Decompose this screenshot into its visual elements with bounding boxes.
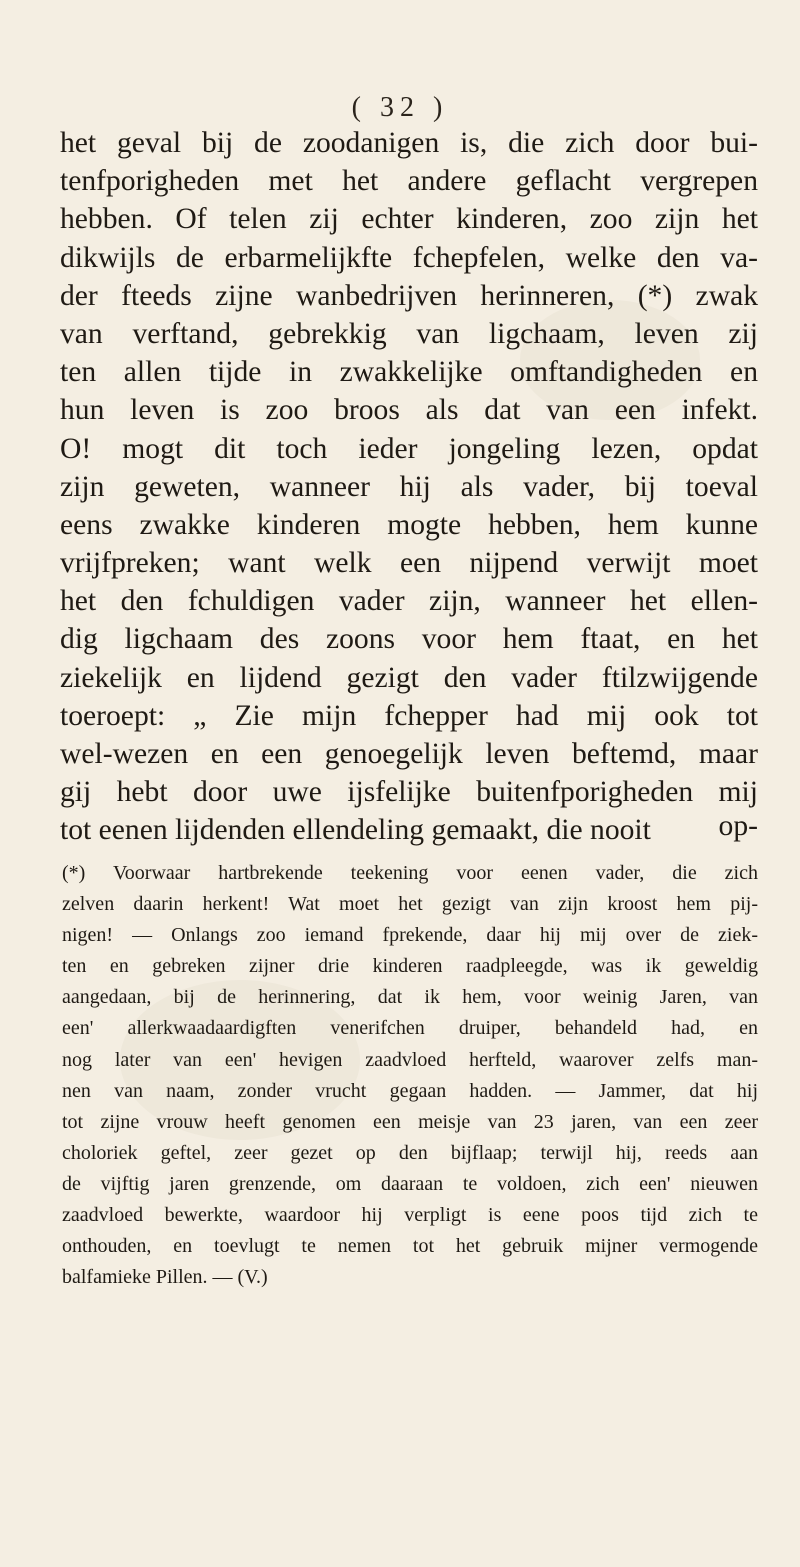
- footnote: [62, 858, 758, 1293]
- body-line: het geval bij de zoodanigen is, die zich door bui-: [60, 127, 758, 159]
- body-line: gij hebt door uwe ijsfelijke buitenfporigheden mij: [60, 776, 758, 809]
- footnote-line: de vijftig jaren grenzende, om daaraan te voldoen, zich een' nieuwen: [62, 1172, 758, 1195]
- footnote-line: aangedaan, bij de herinnering, dat ik hem, voor weinig Jaren, van: [62, 986, 758, 1009]
- footnote-line: een' allerkwaadaardigften venerifchen druiper, behandeld had, en: [62, 1017, 758, 1040]
- body-line: tot eenen lijdenden ellendeling gemaakt, die nooit: [60, 814, 651, 847]
- footnote-line: zelven daarin herkent! Wat moet het gezigt van zijn kroost hem pij-: [62, 893, 758, 916]
- footnote-line: onthouden, en toevlugt te nemen tot het gebruik mijner vermogende: [62, 1235, 758, 1258]
- footnote-line: zaadvloed bewerkte, waardoor hij verpligt is eene poos tijd zich te: [62, 1204, 758, 1227]
- footnote-line: (*) Voorwaar hartbrekende teekening voor eenen vader, die zich: [62, 862, 758, 884]
- body-line: ziekelijk en lijdend gezigt den vader ftilzwijgende: [60, 661, 758, 694]
- footnote-line: ten en gebreken zijner drie kinderen raadpleegde, was ik geweldig: [62, 955, 758, 978]
- body-line: hebben. Of telen zij echter kinderen, zoo zijn het: [60, 203, 758, 236]
- footnote-line: nog later van een' hevigen zaadvloed herfteld, waarover zelfs man-: [62, 1048, 758, 1071]
- footnote-line: choloriek geftel, zeer gezet op den bijflaap; terwijl hij, reeds aan: [62, 1141, 758, 1164]
- body-line: zijn geweten, wanneer hij als vader, bij toeval: [60, 470, 758, 503]
- footnote-line: nigen! — Onlangs zoo iemand fprekende, daar hij mij over de ziek-: [62, 924, 758, 947]
- body-line: wel-wezen en een genoegelijk leven beftemd, maar: [60, 738, 758, 770]
- body-line: O! mogt dit toch ieder jongeling lezen, opdat: [60, 432, 758, 465]
- body-line: hun leven is zoo broos als dat van een infekt.: [60, 394, 758, 427]
- body-line: dikwijls de erbarmelijkfte fchepfelen, welke den va-: [60, 241, 758, 274]
- body-line: vrijfpreken; want welk een nijpend verwijt moet: [60, 547, 758, 580]
- body-line: eens zwakke kinderen mogte hebben, hem kunne: [60, 508, 758, 541]
- body-text: [60, 124, 758, 850]
- footnote-line: balfamieke Pillen. — (V.): [62, 1266, 268, 1289]
- footnote-line: tot zijne vrouw heeft genomen een meisje van 23 jaren, van een zeer: [62, 1110, 758, 1133]
- body-line: toeroept: „ Zie mijn fchepper had mij ook tot: [60, 699, 758, 732]
- body-line: dig ligchaam des zoons voor hem ftaat, en het: [60, 623, 758, 656]
- page-number: ( 32 ): [351, 92, 449, 123]
- body-line: van verftand, gebrekkig van ligchaam, leven zij: [60, 317, 758, 350]
- body-line: ten allen tijde in zwakkelijke omftandigheden en: [60, 356, 758, 389]
- body-line: het den fchuldigen vader zijn, wanneer het ellen-: [60, 585, 758, 618]
- body-line: tenfporigheden met het andere geflacht vergrepen: [60, 165, 758, 198]
- body-line: der fteeds zijne wanbedrijven herinneren, (*) zwak: [60, 279, 758, 312]
- footnote-line: nen van naam, zonder vrucht gegaan hadden. — Jammer, dat hij: [62, 1079, 758, 1102]
- catchword: op-: [718, 810, 758, 842]
